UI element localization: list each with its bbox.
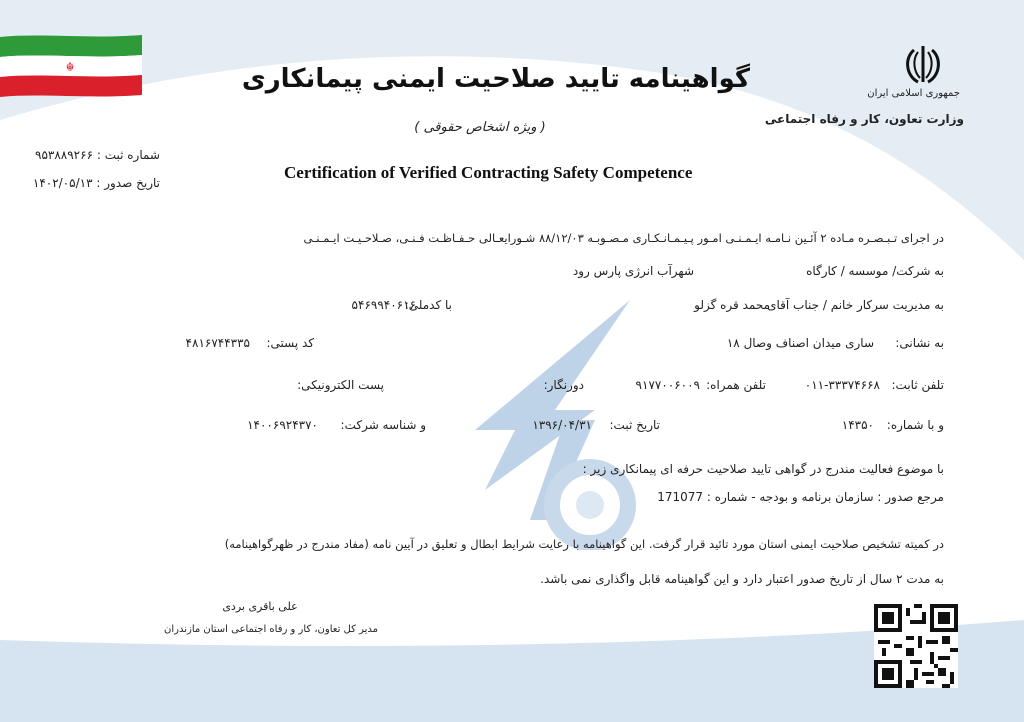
manager-value: محمد قره گزلو <box>694 298 770 312</box>
iran-emblem-icon <box>900 42 946 86</box>
emblem-country: جمهوری اسلامی ایران <box>867 88 960 99</box>
phone-label: تلفن ثابت: <box>891 378 944 392</box>
page-subtitle-fa: ( ویژه اشخاص حقوقی ) <box>414 120 546 135</box>
intro-paragraph: در اجرای تـبـصـره مـاده ۲ آئـین نـامـه ایـمـنـی امـور پـیـمـانـکـاری مـصـوبـه ۸۸/۱۲/۰۳ شـورایعـالی حـفـاظـت فـنـی، صـلاحـیـت ایـمـنـی <box>303 231 944 245</box>
phone-value: ۰۱۱-۳۳۳۷۴۶۶۸ <box>804 378 880 392</box>
activity-line: با موضوع فعالیت مندرج در گواهی تایید صلاحیت حرفه ای پیمانکاری زیر : <box>582 462 944 476</box>
manager-label: به مدیریت سرکار خانم / جناب آقای <box>767 298 944 312</box>
validity-line: به مدت ۲ سال از تاریخ صدور اعتبار دارد و این گواهینامه قابل واگذاری نمی باشد. <box>540 572 944 586</box>
email-label: پست الکترونیکی: <box>297 378 384 392</box>
registration-value: ۹۵۳۸۸۹۲۶۶ <box>35 148 94 162</box>
signatory-title: مدیر کل تعاون، کار و رفاه اجتماعی استان مازندران <box>164 624 378 635</box>
company-label: به شرکت/ موسسه / کارگاه <box>806 264 944 278</box>
reference-line: مرجع صدور : سازمان برنامه و بودجه - شماره : 171077 <box>657 490 944 504</box>
fax-label: دورنگار: <box>543 378 584 392</box>
issue-date-value: ۱۴۰۲/۰۵/۱۳ <box>32 176 93 190</box>
signatory-name: علی باقری بردی <box>222 600 298 613</box>
company-id-value: ۱۴۰۰۶۹۲۴۳۷۰ <box>247 418 318 432</box>
issue-date <box>32 176 160 190</box>
address-value: ساری میدان اصناف وصال ۱۸ <box>726 336 874 350</box>
mobile-value: ۹۱۷۷۰۰۶۰۰۹ <box>635 378 700 392</box>
regdate-label: تاریخ ثبت: <box>609 418 660 432</box>
postal-value: ۴۸۱۶۷۴۴۳۳۵ <box>185 336 250 350</box>
issue-date-label: تاریخ صدور : <box>96 176 160 190</box>
regdate-value: ۱۳۹۶/۰۴/۳۱ <box>532 418 592 432</box>
national-id-label: با کدملی: <box>404 298 452 312</box>
number-label: و با شماره: <box>886 418 944 432</box>
page-title-en: Certification of Verified Contracting Safety Competence <box>284 163 693 182</box>
number-value: ۱۴۳۵۰ <box>841 418 874 432</box>
page-title-fa: گواهینامه تایید صلاحیت ایمنی پیمانکاری <box>241 64 750 94</box>
national-id-value: ۵۴۶۹۹۴۰۶۱۶ <box>351 298 416 312</box>
postal-label: کد پستی: <box>266 336 314 350</box>
company-id-label: و شناسه شرکت: <box>340 418 426 432</box>
registration-number <box>35 148 160 162</box>
address-label: به نشانی: <box>895 336 944 350</box>
iran-flag-icon <box>0 33 142 97</box>
company-value: شهرآب انرژی پارس رود <box>572 264 694 278</box>
registration-label: شماره ثبت : <box>96 148 160 162</box>
emblem-ministry: وزارت تعاون، کار و رفاه اجتماعی <box>764 112 964 126</box>
mobile-label: تلفن همراه: <box>706 378 766 392</box>
qr-code-icon[interactable] <box>874 604 958 688</box>
committee-paragraph: در کمیته تشخیص صلاحیت ایمنی استان مورد تائید قرار گرفت. این گواهینامه با رعایت شرایط ابطال و تعلیق در آیین نامه (مفاد مندرج در ظهرگواهینامه) <box>224 537 944 551</box>
svg-text:☬: ☬ <box>65 60 75 74</box>
